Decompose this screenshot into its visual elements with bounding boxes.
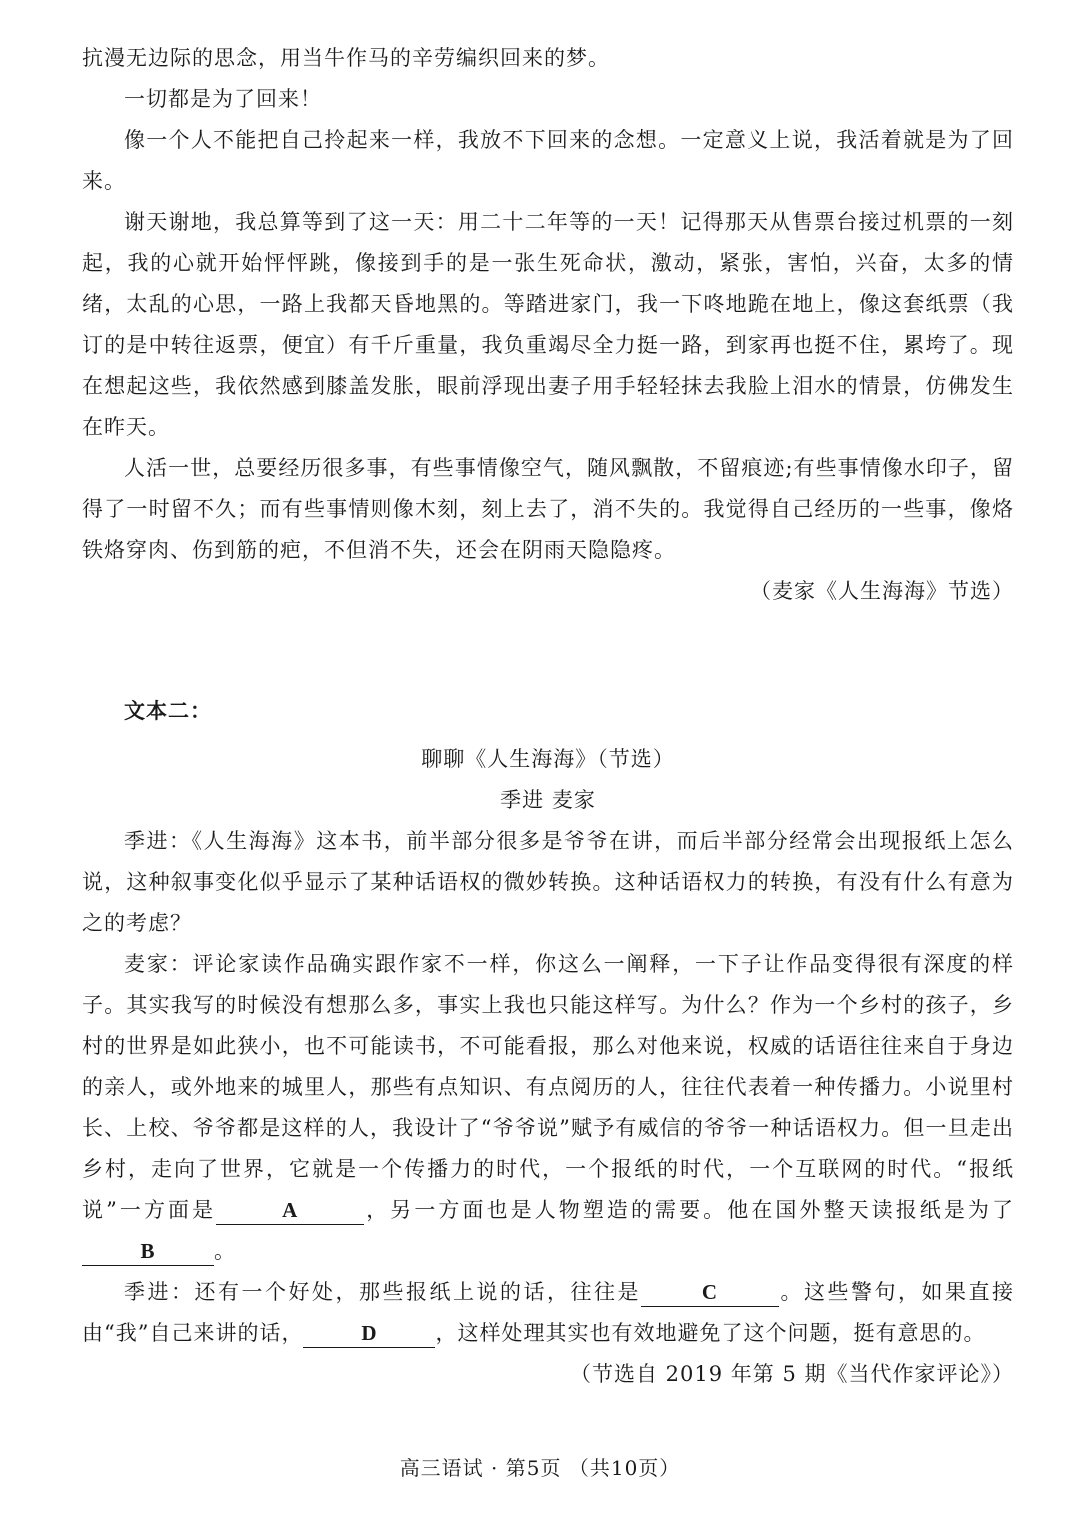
blank-b: B (82, 1237, 214, 1266)
question-2-text-part-1: 季进：还有一个好处，那些报纸上说的话，往往是 (124, 1280, 641, 1304)
text-one-paragraph-3: 像一个人不能把自己拎起来一样，我放不下回来的念想。一定意义上说，我活着就是为了回来。 (82, 128, 1014, 193)
text-two-title: 聊聊《人生海海》（节选） (421, 747, 675, 771)
dialogue-question-1: 季进：《人生海海》这本书，前半部分很多是爷爷在讲，而后半部分经常会出现报纸上怎么说，这种叙事变化似乎显示了某种话语权的微妙转换。这种话语权力的转换，有没有什么有意为之的考虑？ (82, 829, 1014, 935)
text-two-authors: 季进 麦家 (500, 788, 596, 812)
question-2-text-part-3: ，这样处理其实也有效地避免了这个问题，挺有意思的。 (435, 1321, 986, 1345)
answer-1-text-part-3: 。 (214, 1239, 236, 1263)
answer-1-text-part-2: ，另一方面也是人物塑造的需要。他在国外整天读报纸是为了 (364, 1198, 1014, 1222)
question-2-text-part-2: 。这些警句，如果直接由“我”自己来讲的话， (82, 1280, 1014, 1345)
blank-a: A (216, 1196, 364, 1225)
blank-d: D (303, 1319, 435, 1348)
text-one-paragraph-2: 一切都是为了回来！ (124, 87, 322, 111)
answer-1-text-part-1: 麦家：评论家读作品确实跟作家不一样，你这么一阐释，一下子让作品变得很有深度的样子。其实我写的时候没有想那么多，事实上我也只能这样写。为什么？作为一个乡村的孩子，乡村的世界是如此狭小，也不可能读书，不可能看报，那么对他来说，权威的话语往往来自于身边的亲人，或外地来的城里人，那些有点知识、有点阅历的人，往往代表着一种传播力。小说里村长、上校、爷爷都是这样的人，我设计了“爷爷说”赋予有威信的爷爷一种话语权力。但一旦走出乡村，走向了世界，它就是一个传播力的时代，一个报纸的时代，一个互联网的时代。“报纸说”一方面是 (82, 952, 1014, 1222)
text-one-source: （麦家《人生海海》节选） (750, 579, 1014, 603)
dialogue-answer-1 (82, 944, 1014, 1272)
blank-c: C (641, 1278, 779, 1307)
page-footer: 高三语试 · 第5页 （共10页） (399, 1456, 681, 1480)
text-one-paragraph-1: 抗漫无边际的思念，用当牛作马的辛劳编织回来的梦。 (82, 46, 610, 70)
text-two-source: （节选自 2019 年第 5 期《当代作家评论》） (569, 1362, 1014, 1386)
text-one-paragraph-4: 谢天谢地，我总算等到了这一天：用二十二年等的一天！记得那天从售票台接过机票的一刻起，我的心就开始怦怦跳，像接到手的是一张生死命状，激动，紧张，害怕，兴奋，太多的情绪，太乱的心思，一路上我都天昏地黑的。等踏进家门，我一下咚地跪在地上，像这套纸票（我订的是中转往返票，便宜）有千斤重量，我负重竭尽全力挺一路，到家再也挺不住，累垮了。现在想起这些，我依然感到膝盖发胀，眼前浮现出妻子用手轻轻抹去我脸上泪水的情景，仿佛发生在昨天。 (82, 210, 1014, 439)
text-one-paragraph-5: 人活一世，总要经历很多事，有些事情像空气，随风飘散，不留痕迹;有些事情像水印子，留得了一时留不久；而有些事情则像木刻，刻上去了，消不失的。我觉得自己经历的一些事，像烙铁烙穿肉、伤到筋的疤，不但消不失，还会在阴雨天隐隐疼。 (82, 456, 1014, 562)
dialogue-question-2 (82, 1272, 1014, 1354)
text-two-label: 文本二： (124, 698, 212, 723)
